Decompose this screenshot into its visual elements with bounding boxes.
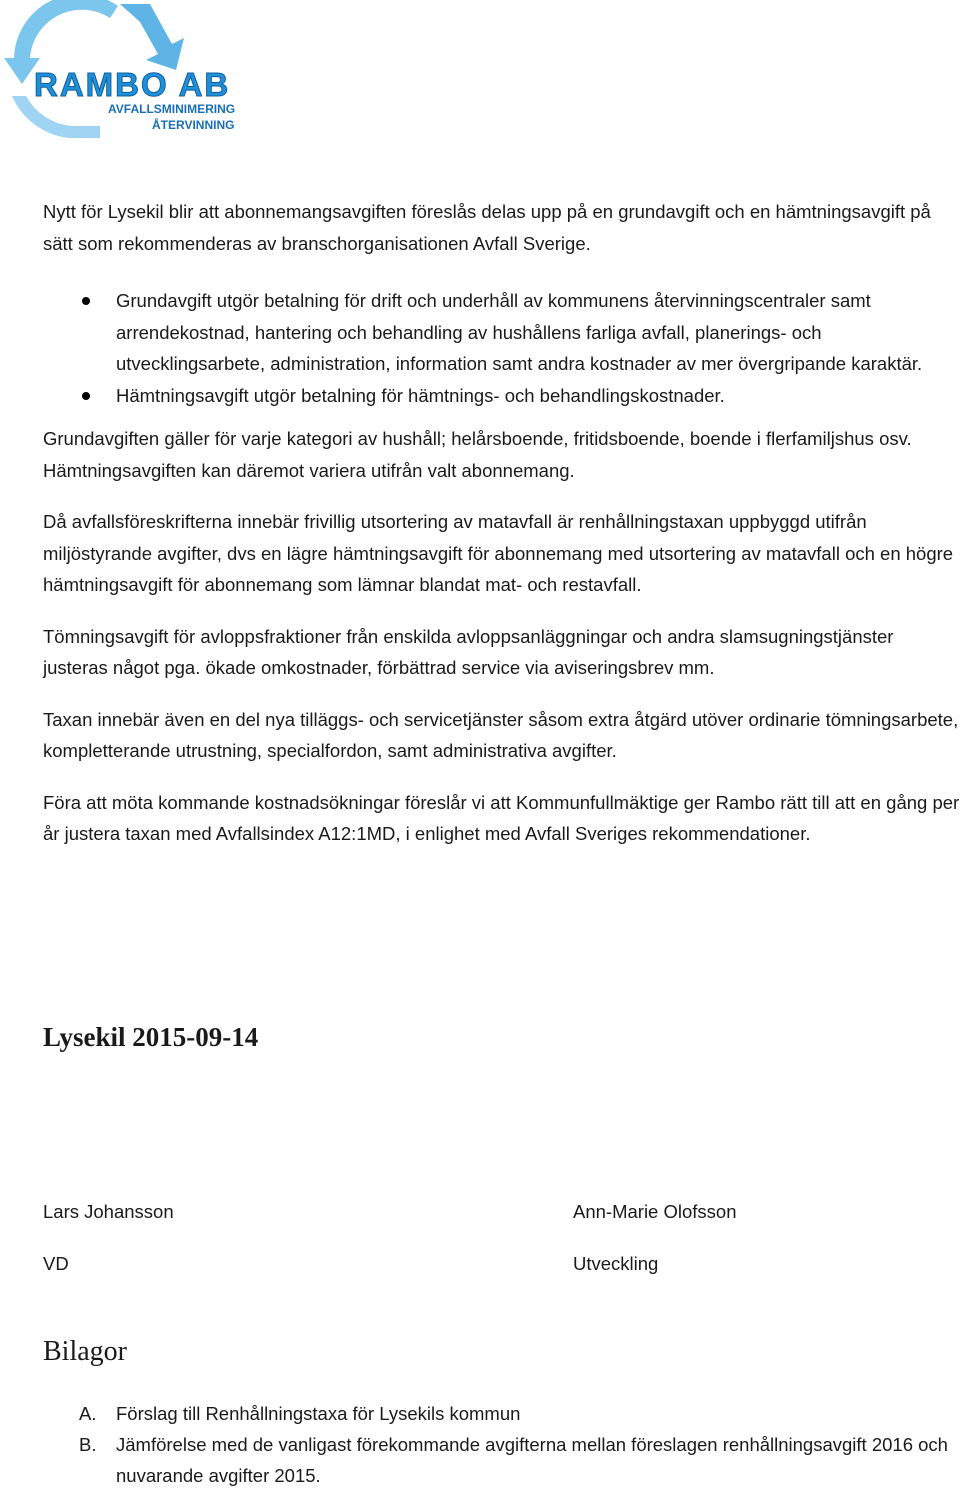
bullet-item — [43, 380, 960, 412]
attachment-marker: B. — [79, 1434, 97, 1455]
attachment-text: Förslag till Renhållningstaxa för Lysekils kommun — [116, 1403, 521, 1424]
signatory-right — [573, 1186, 736, 1290]
paragraph: Tömningsavgift för avloppsfraktioner från enskilda avloppsanläggningar och andra slamsugningstjänster justeras något pga. ökade omkostnader, förbättrad service via aviseringsbrev mm. — [43, 625, 894, 678]
signatory-name: Ann-Marie Olofsson — [573, 1201, 737, 1222]
logo-line2: ÅTERVINNING — [152, 118, 235, 132]
fee-bullet-list — [43, 285, 960, 411]
bullet-icon — [82, 297, 90, 305]
paragraph: Då avfallsföreskrifterna innebär frivillig utsortering av matavfall är renhållningstaxan uppbyggd utifrån miljöstyrande avgifter, dvs en lägre hämtningsavgift för abonnemang med utsortering av matavfall och en högre hämtningsavgift för abonnemang som lämnar blandat mat- och restavfall. — [43, 511, 954, 595]
signatory-title: Utveckling — [573, 1253, 659, 1274]
intro-paragraph: Nytt för Lysekil blir att abonnemangsavgiften föreslås delas upp på en grundavgift och en hämtningsavgift på sätt som rekommenderas av branschorganisationen Avfall Sverige. — [43, 201, 931, 254]
document-body — [43, 196, 960, 850]
signatory-name: Lars Johansson — [43, 1201, 174, 1222]
bullet-text: Grundavgift utgör betalning för drift och underhåll av kommunens återvinningscentraler samt arrendekostnad, hantering och behandling av hushållens farliga avfall, planerings- och utvecklingsarbete, administration, information samt andra kostnader av mer övergripande karaktär. — [116, 290, 923, 374]
bullet-item — [43, 285, 960, 380]
signatory-title: VD — [43, 1253, 69, 1274]
signatory-left — [43, 1186, 174, 1290]
paragraph: Taxan innebär även en del nya tilläggs- och servicetjänster såsom extra åtgärd utöver ordinarie tömningsarbete, kompletterande utrustning, specialfordon, samt administrativa avgifter. — [43, 708, 959, 761]
paragraph: Föra att möta kommande kostnadsökningar föreslår vi att Kommunfullmäktige ger Rambo rätt till att en gång per år justera taxan med Avfallsindex A12:1MD, i enlighet med Avfall Sveriges rekommendationer. — [43, 791, 960, 844]
attachment-text: Jämförelse med de vanligast förekommande avgifterna mellan föreslagen renhållningsavgift 2016 och nuvarande avgifter 2015. — [116, 1434, 948, 1486]
attachments-heading: Bilagor — [43, 1336, 127, 1367]
attachments-list — [43, 1398, 960, 1491]
paragraph: Grundavgiften gäller för varje kategori av hushåll; helårsboende, fritidsboende, boende i flerfamiljshus osv. Hämtningsavgiften kan däremot variera utifrån valt abonnemang. — [43, 428, 912, 481]
logo-line1: AVFALLSMINIMERING — [108, 102, 236, 116]
logo-brand: RAMBO AB — [34, 66, 231, 103]
place-date-heading: Lysekil 2015-09-14 — [43, 1022, 259, 1052]
bullet-icon — [82, 392, 90, 400]
attachment-item — [43, 1429, 960, 1491]
attachment-item — [43, 1398, 960, 1429]
attachment-marker: A. — [79, 1403, 97, 1424]
bullet-text: Hämtningsavgift utgör betalning för hämtnings- och behandlingskostnader. — [116, 384, 725, 406]
company-logo — [0, 0, 240, 140]
